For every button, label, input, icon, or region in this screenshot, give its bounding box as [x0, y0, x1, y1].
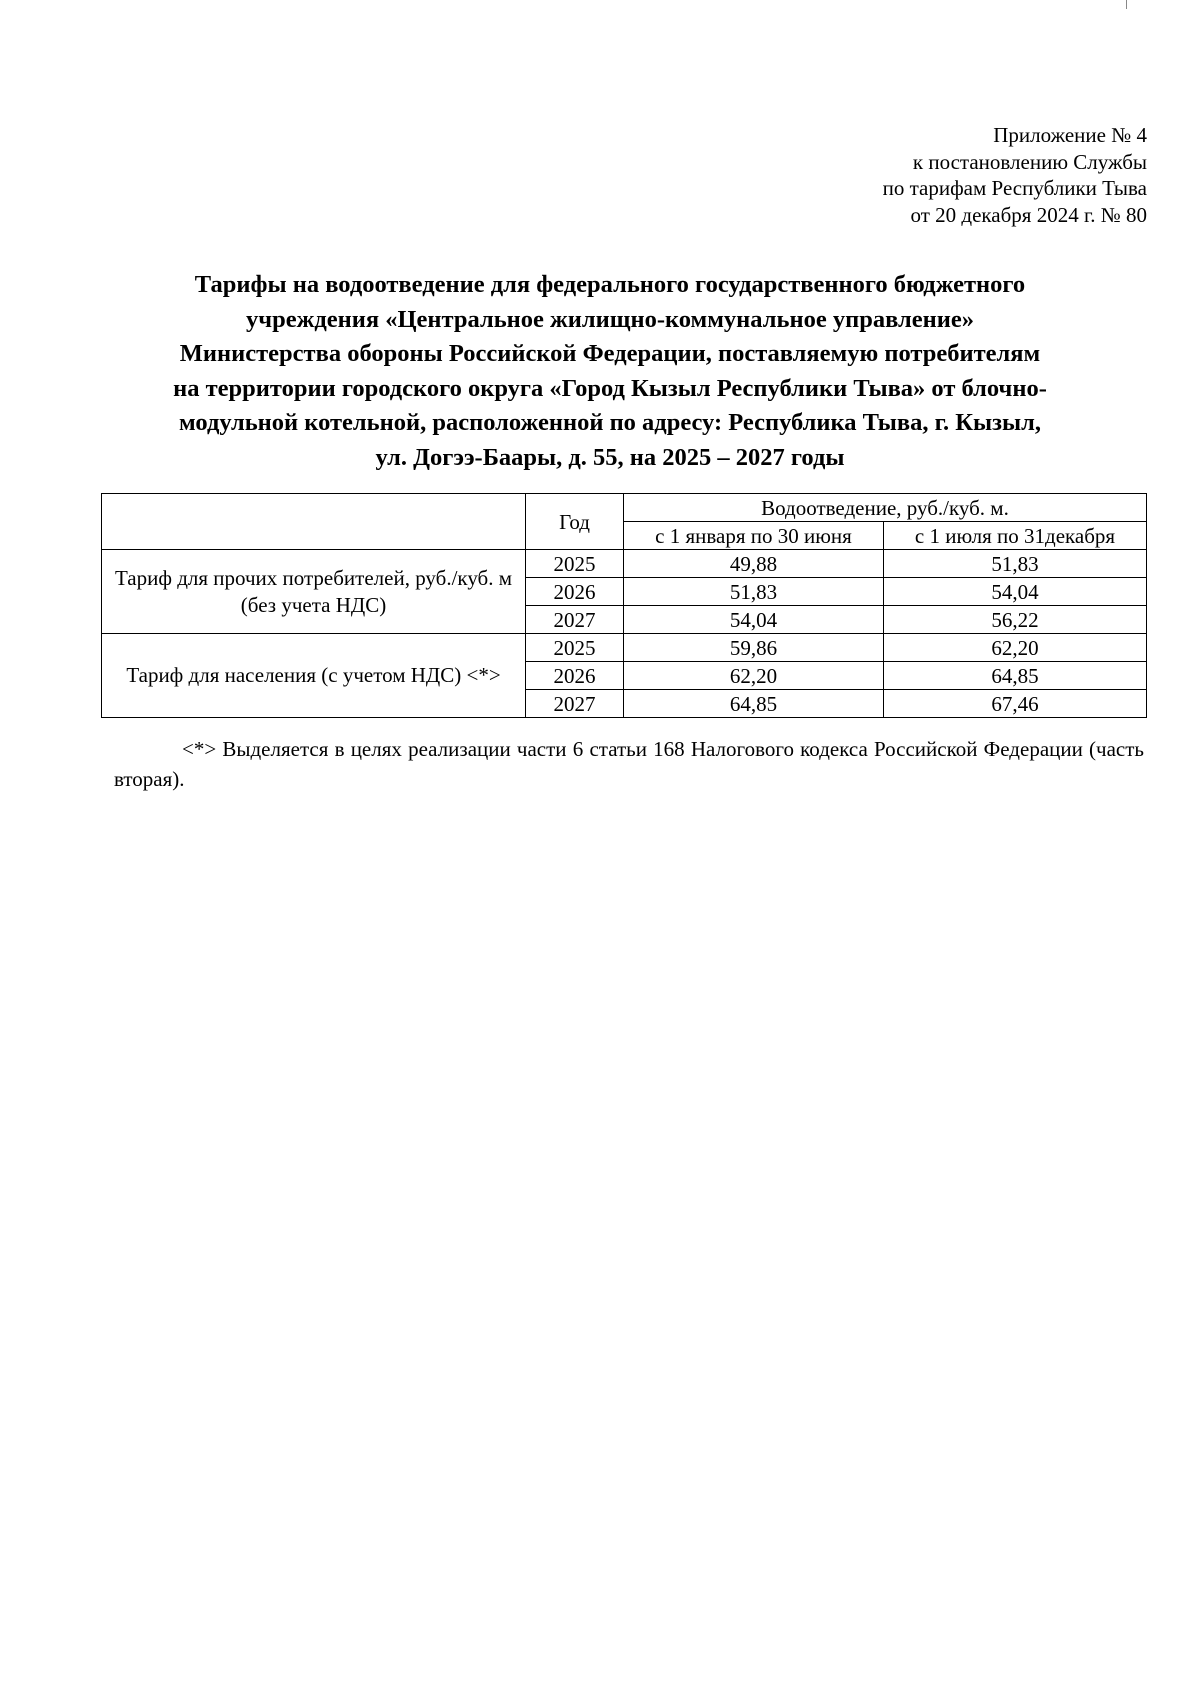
appendix-line: Приложение № 4: [993, 123, 1147, 147]
value-cell: 62,20: [624, 662, 884, 690]
appendix-line: от 20 декабря 2024 г. № 80: [910, 202, 1147, 227]
title-line: Тарифы на водоотведение для федерального государственного бюджетного: [194, 271, 1026, 298]
footnote: [114, 734, 1144, 794]
value-cell: 67,46: [884, 690, 1147, 718]
year-cell: 2026: [526, 662, 624, 690]
footnote-text: <*> Выделяется в целях реализации части 6 статьи 168 Налогового кодекса Российской Федерации (часть вторая).: [114, 737, 1144, 791]
title-line: модульной котельной, расположенной по адресу: Республика Тыва, г. Кызыл,: [179, 409, 1041, 436]
scan-edge-mark: [1126, 0, 1127, 9]
value-cell: 64,85: [624, 690, 884, 718]
header-period2-cell: с 1 июля по 31декабря: [884, 522, 1147, 550]
value-cell: 62,20: [884, 634, 1147, 662]
year-cell: 2026: [526, 578, 624, 606]
year-cell: 2027: [526, 690, 624, 718]
value-cell: 54,04: [884, 578, 1147, 606]
category-cell: Тариф для населения (с учетом НДС) <*>: [102, 634, 526, 718]
year-cell: 2027: [526, 606, 624, 634]
header-row: [102, 494, 1147, 522]
header-group-cell: Водоотведение, руб./куб. м.: [624, 494, 1147, 522]
title-line: ул. Догээ-Баары, д. 55, на 2025 – 2027 годы: [375, 443, 845, 471]
year-cell: 2025: [526, 634, 624, 662]
appendix-line: к постановлению Службы: [912, 149, 1147, 174]
year-cell: 2025: [526, 550, 624, 578]
value-cell: 64,85: [884, 662, 1147, 690]
title-line: на территории городского округа «Город Кызыл Республики Тыва» от блочно-: [173, 374, 1047, 402]
header-category-cell: [102, 494, 526, 550]
value-cell: 56,22: [884, 606, 1147, 634]
header-year-cell: Год: [526, 494, 624, 550]
tariff-table: [101, 493, 1147, 718]
document-title: [110, 268, 1110, 475]
title-line: учреждения «Центральное жилищно-коммунальное управление»: [246, 305, 974, 333]
appendix-line: по тарифам Республики Тыва: [882, 176, 1147, 200]
value-cell: 59,86: [624, 634, 884, 662]
header-period1-cell: с 1 января по 30 июня: [624, 522, 884, 550]
title-line: Министерства обороны Российской Федерации, поставляемую потребителям: [179, 340, 1041, 367]
table-row: [102, 634, 1147, 662]
value-cell: 54,04: [624, 606, 884, 634]
appendix-reference: [883, 122, 1147, 228]
category-cell: Тариф для прочих потребителей, руб./куб. м (без учета НДС): [102, 550, 526, 634]
value-cell: 51,83: [624, 578, 884, 606]
value-cell: 51,83: [884, 550, 1147, 578]
table-row: [102, 550, 1147, 578]
value-cell: 49,88: [624, 550, 884, 578]
